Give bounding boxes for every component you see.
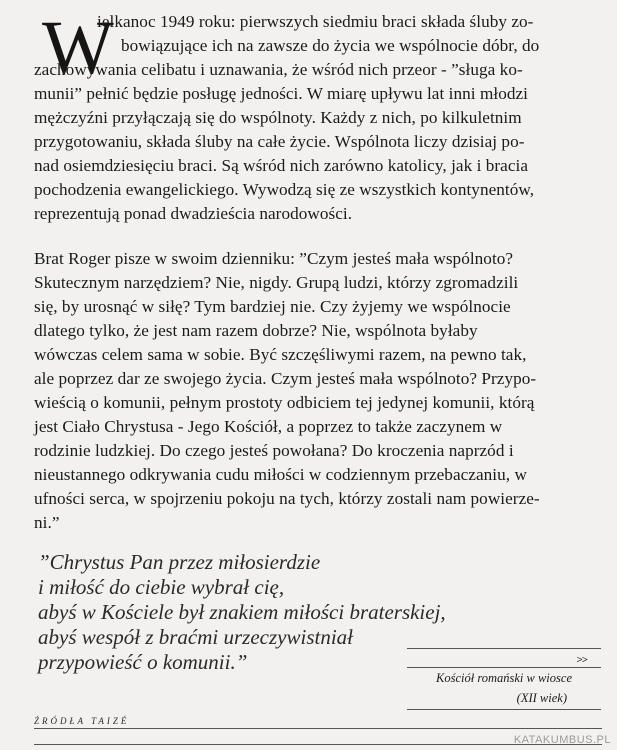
- paragraph-1-line: przygotowaniu, składa śluby na całe życie. Wspólnota liczy dzisiaj po-: [34, 132, 525, 151]
- footer-section-label: ŹRÓDŁA TAIZÉ: [34, 716, 130, 726]
- paragraph-1-line: bowiązujące ich na zawsze do życia we wspólnocie dóbr, do: [121, 36, 540, 55]
- caption-date: (XII wiek): [516, 691, 567, 705]
- paragraph-2-line: wówczas celem sama w sobie. Być szczęśliwymi razem, na pewno tak,: [34, 345, 527, 364]
- pull-quote: [38, 550, 446, 675]
- paragraph-2-line: nieustannego odkrywania cudu miłości w codziennym przebaczaniu, w: [34, 465, 527, 484]
- paragraph-2-line: jest Ciało Chrystusa - Jego Kościół, a poprzez to także zaczynem w: [34, 417, 503, 436]
- paragraph-2-line: ni.”: [34, 513, 60, 532]
- quote-line: abyś w Kościele był znakiem miłości braterskiej,: [38, 600, 446, 624]
- paragraph-1-line: zachowywania celibatu i uznawania, że wśród nich przeor - ”sługa ko-: [34, 60, 523, 79]
- quote-line: i miłość do ciebie wybrał cię,: [38, 575, 285, 599]
- paragraph-2-line: dlatego tylko, że jest nam razem dobrze? Nie, wspólnota byłaby: [34, 321, 478, 340]
- paragraph-2-line: ale poprzez dar ze swojego życia. Czym jesteś mała wspólnoto? Przypo-: [34, 369, 537, 388]
- paragraph-2-line: Brat Roger pisze w swoim dzienniku: ”Czym jesteś mała wspólnoto?: [34, 249, 514, 268]
- photo-caption: [407, 648, 601, 710]
- paragraph-2-line: ufności serca, w spojrzeniu pokoju na tych, którzy zostali nam powierze-: [34, 489, 540, 508]
- paragraph-2-line: wieścią o komunii, pełnym prostoty odbiciem tej jedynej komunii, którą: [34, 393, 535, 412]
- site-watermark: KATAKUMBUS.PL: [513, 734, 611, 746]
- paragraph-2-line: się, by urosnąć w siłę? Tym bardziej nie. Czy żyjemy we wspólnocie: [34, 297, 511, 316]
- caption-title: Kościół romański w wiosce: [407, 667, 601, 690]
- footer-rule: [34, 728, 602, 729]
- quote-line: abyś wespół z braćmi urzeczywistniał: [38, 625, 353, 649]
- paragraph-2-line: Skutecznym narzędziem? Nie, nigdy. Grupą ludzi, którzy zgromadzili: [34, 273, 519, 292]
- quote-line: ”Chrystus Pan przez miłosierdzie: [38, 550, 321, 574]
- paragraph-2-line: rodzinie ludzkiej. Do czego jesteś powołana? Do kroczenia naprzód i: [34, 441, 514, 460]
- paragraph-1-line: munii” pełnić będzie posługę jedności. W miarę upływu lat inni młodzi: [34, 84, 528, 103]
- dropcap-letter: W: [42, 6, 110, 90]
- paragraph-1-line: reprezentują ponad dwadzieścia narodowości.: [34, 204, 353, 223]
- quote-line: przypowieść o komunii.”: [38, 650, 248, 674]
- paragraph-1-line: pochodzenia ewangelickiego. Wywodzą się ze wszystkich kontynentów,: [34, 180, 535, 199]
- paragraph-1-line: ielkanoc 1949 roku: pierwszych siedmiu braci składa śluby zo-: [97, 12, 534, 31]
- paragraph-1-line: mężczyźni przyłączają się do wspólnoty. Każdy z nich, po kilkuletnim: [34, 108, 522, 127]
- paragraph-1-line: nad osiemdziesięciu braci. Są wśród nich zarówno katolicy, jak i bracia: [34, 156, 529, 175]
- double-arrow-icon: >>: [576, 654, 587, 666]
